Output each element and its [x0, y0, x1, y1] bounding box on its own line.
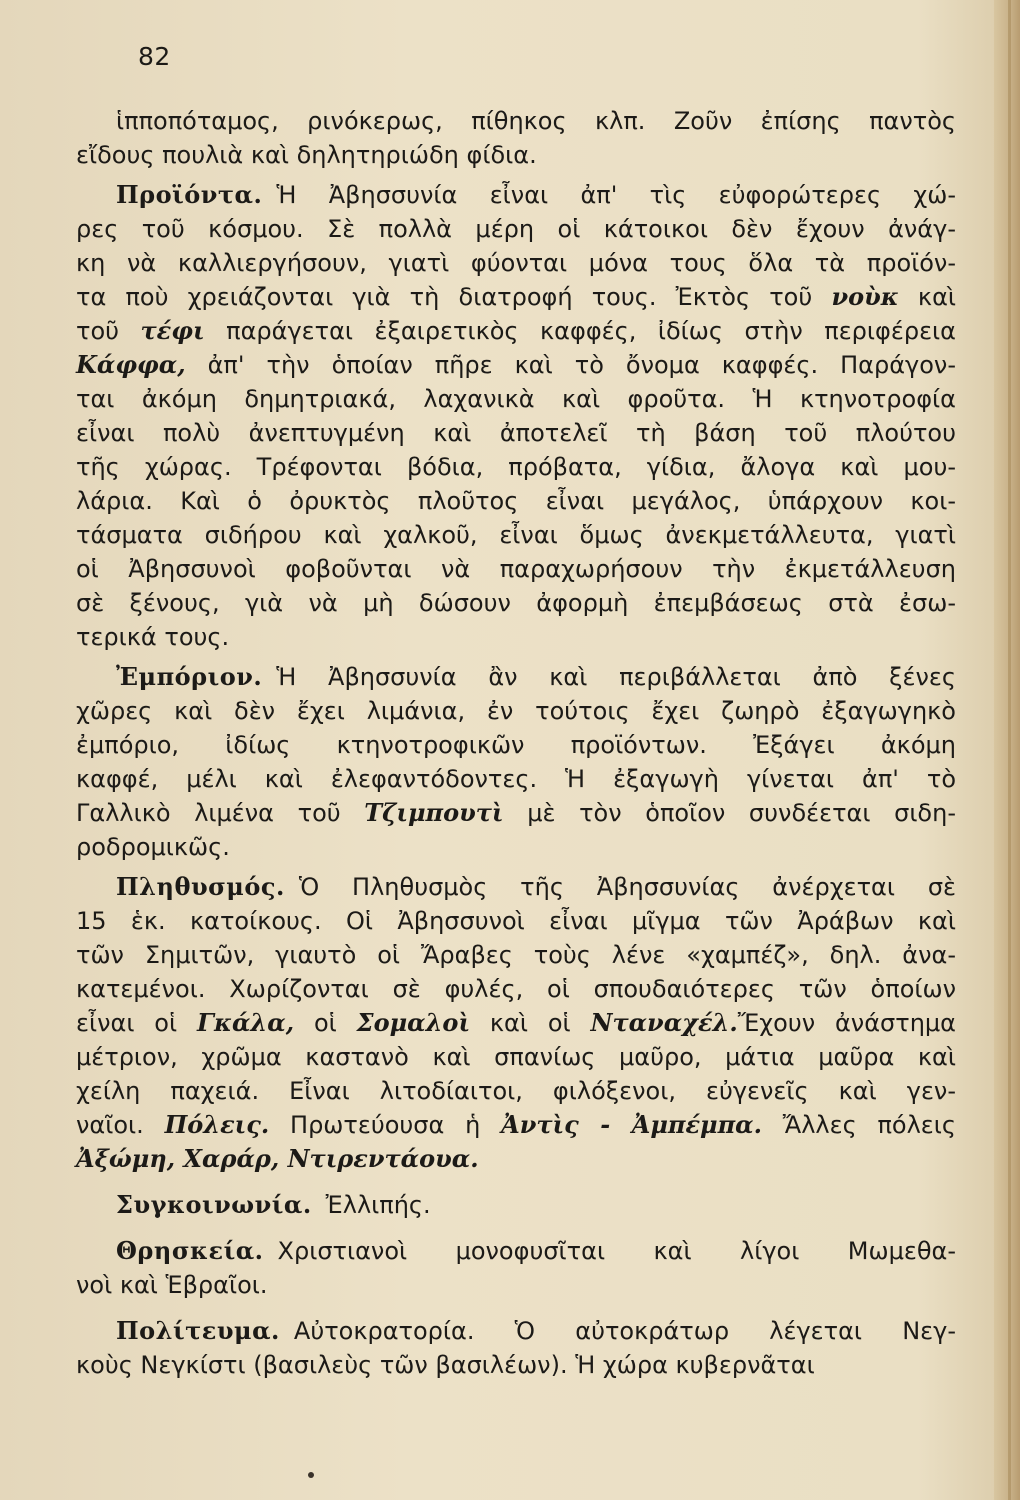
paragraph-gap — [76, 1222, 956, 1234]
paragraph — [76, 1188, 956, 1222]
text-run: ἀπ' τὴν ὁποίαν πῆρε καὶ τὸ ὄνομα καφφές. Παράγον- — [185, 351, 956, 379]
italic-run: Νταναχέλ. — [590, 1008, 738, 1037]
text-run: καφφέ, μέλι καὶ ἐλεφαντόδοντες. Ἡ ἐξαγωγὴ γίνεται ἀπ' τὸ — [76, 765, 956, 793]
line-text — [76, 416, 956, 450]
paragraph-gap — [76, 1382, 956, 1394]
line-text — [116, 104, 956, 138]
text-run: κη νὰ καλλιεργήσουν, γιατὶ φύονται μόνα τους ὅλα τὰ προϊόν- — [76, 249, 956, 277]
text-line — [76, 104, 956, 138]
text-run: ναῖοι. — [76, 1111, 165, 1139]
section-heading: Προϊόντα. — [116, 180, 263, 209]
italic-run: Γκάλα, — [196, 1008, 295, 1037]
paragraph-gap — [76, 1302, 956, 1314]
text-run: χῶρες καὶ δὲν ἔχει λιμάνια, ἐν τούτοις ἔχει ζωηρὸ ἐξαγωγηκὸ — [76, 697, 956, 725]
text-line — [76, 762, 956, 796]
line-text — [76, 450, 956, 484]
line-text — [76, 246, 956, 280]
text-run: εἴδους πουλιὰ καὶ δηλητηριώδη φίδια. — [76, 141, 537, 169]
line-text — [278, 1234, 956, 1268]
text-line — [76, 796, 956, 830]
text-line — [76, 972, 956, 1006]
paragraph — [76, 104, 956, 172]
text-line — [76, 1108, 956, 1142]
text-run: καὶ οἱ — [470, 1009, 591, 1037]
paragraph — [76, 660, 956, 864]
text-run: εἶναι οἱ — [76, 1009, 197, 1037]
text-line — [76, 552, 956, 586]
text-line — [76, 382, 956, 416]
line-text — [76, 1142, 479, 1176]
text-line — [76, 1348, 956, 1382]
text-line — [76, 416, 956, 450]
line-text — [76, 314, 956, 348]
text-run: τερικά τους. — [76, 623, 230, 651]
text-line — [76, 830, 956, 864]
italic-run: Τζιμπουτὶ — [364, 798, 504, 827]
text-line — [76, 1314, 956, 1348]
line-text — [76, 1348, 815, 1382]
text-line — [76, 314, 956, 348]
text-run: Ἄλλες πόλεις — [762, 1111, 956, 1139]
italic-run: Σομαλοὶ — [356, 1008, 471, 1037]
section-heading: Πληθυσμός. — [116, 872, 285, 901]
text-line — [76, 904, 956, 938]
line-text — [76, 518, 956, 552]
text-run: ἐμπόριο, ἰδίως κτηνοτροφικῶν προϊόντων. Ἐξάγει ἀκόμη — [76, 731, 956, 759]
text-run: σὲ ξένους, γιὰ νὰ μὴ δώσουν ἀφορμὴ ἐπεμβάσεως στὰ ἐσω- — [76, 589, 956, 617]
line-text — [76, 796, 956, 830]
text-line — [76, 138, 956, 172]
line-text — [76, 620, 229, 654]
line-text — [76, 972, 956, 1006]
line-text — [299, 870, 956, 904]
text-run: Ἡ Ἀβησσυνία εἶναι ἀπ' τὶς εὐφορώτερες χώ- — [276, 181, 956, 209]
italic-run: νοὺκ — [831, 282, 899, 311]
text-run: 15 ἑκ. κατοίκους. Οἱ Ἀβησσυνοὶ εἶναι μῖγμα τῶν Ἀράβων καὶ — [76, 907, 956, 935]
paragraph — [76, 178, 956, 654]
italic-run: Κάφφα, — [76, 350, 186, 379]
text-line — [76, 1142, 956, 1176]
line-text — [76, 280, 956, 314]
line-text — [76, 728, 956, 762]
italic-run: τέφι — [140, 316, 205, 345]
text-line — [76, 694, 956, 728]
text-line — [76, 280, 956, 314]
line-text — [76, 1108, 956, 1142]
text-line — [76, 518, 956, 552]
text-run: μὲ τὸν ὁποῖον συνδέεται σιδη- — [503, 799, 956, 827]
text-line — [76, 938, 956, 972]
text-run: οἱ Ἀβησσυνοὶ φοβοῦνται νὰ παραχωρήσουν τὴν ἐκμετάλλευση — [76, 555, 956, 583]
text-run: κοὺς Νεγκίστι (βασιλεὺς τῶν βασιλέων). Ἡ χώρα κυβερνᾶται — [76, 1351, 815, 1379]
text-run: κατεμένοι. Χωρίζονται σὲ φυλές, οἱ σπουδαιότερες τῶν ὁποίων — [76, 975, 956, 1003]
text-run: τῆς χώρας. Τρέφονται βόδια, πρόβατα, γίδια, ἄλογα καὶ μου- — [76, 453, 956, 481]
text-run: ρες τοῦ κόσμου. Σὲ πολλὰ μέρη οἱ κάτοικοι δὲν ἔχουν ἀνάγ- — [76, 215, 956, 243]
line-text — [76, 552, 956, 586]
line-text — [326, 1188, 431, 1222]
text-line — [76, 1074, 956, 1108]
line-text — [76, 212, 956, 246]
text-run: Γαλλικὸ λιμένα τοῦ — [76, 799, 365, 827]
text-run: τάσματα σιδήρου καὶ χαλκοῦ, εἶναι ὅμως ἀνεκμετάλλευτα, γιατὶ — [76, 521, 956, 549]
text-line — [76, 450, 956, 484]
text-run: καὶ — [898, 283, 957, 311]
section-heading: Ἐμπόριον. — [116, 662, 263, 691]
line-text — [76, 762, 956, 796]
ink-dot — [308, 1472, 314, 1478]
text-run: χείλη παχειά. Εἶναι λιτοδίαιτοι, φιλόξενοι, εὐγενεῖς καὶ γεν- — [76, 1077, 956, 1105]
text-run: τοῦ — [76, 317, 141, 345]
text-run: τα ποὺ χρειάζονται γιὰ τὴ διατροφή τους. Ἐκτὸς τοῦ — [76, 283, 832, 311]
line-text — [76, 938, 956, 972]
paragraph-gap — [76, 1176, 956, 1188]
text-line — [76, 1188, 956, 1222]
text-line — [76, 620, 956, 654]
text-line — [76, 728, 956, 762]
text-line — [76, 348, 956, 382]
line-text — [76, 1268, 268, 1302]
text-run: παράγεται ἐξαιρετικὸς καφφές, ἰδίως στὴν περιφέρεια — [204, 317, 956, 345]
text-line — [76, 246, 956, 280]
text-run: Ἐλλιπής. — [325, 1191, 431, 1219]
text-line — [76, 1268, 956, 1302]
text-line — [76, 660, 956, 694]
paragraph — [76, 1314, 956, 1382]
edge-stripe — [1008, 0, 1011, 1500]
line-text — [76, 586, 956, 620]
line-text — [294, 1314, 956, 1348]
section-heading: Πολίτευμα. — [116, 1316, 280, 1345]
text-run: λάρια. Καὶ ὁ ὀρυκτὸς πλοῦτος εἶναι μεγάλος, ὑπάρχουν κοι- — [76, 487, 956, 515]
text-run: Χριστιανοὶ μονοφυσῖται καὶ λίγοι Μωμεθα- — [277, 1237, 956, 1265]
line-text — [76, 348, 956, 382]
line-text — [76, 904, 956, 938]
line-text — [76, 694, 956, 728]
line-text — [76, 1074, 956, 1108]
text-line — [76, 484, 956, 518]
text-line — [76, 212, 956, 246]
text-line — [76, 1234, 956, 1268]
section-heading: Θρησκεία. — [116, 1236, 264, 1265]
text-run: ται ἀκόμη δημητριακά, λαχανικὰ καὶ φροῦτα. Ἡ κτηνοτροφία — [76, 385, 956, 413]
section-heading: Συγκοινωνία. — [116, 1190, 312, 1219]
text-run: Αὐτοκρατορία. Ὁ αὐτοκράτωρ λέγεται Νεγ- — [293, 1317, 956, 1345]
text-line — [76, 870, 956, 904]
italic-run: Πόλεις. — [164, 1110, 270, 1139]
paragraph — [76, 1234, 956, 1302]
line-text — [276, 178, 956, 212]
italic-run: Ἀξώμη, Χαράρ, Ντιρεντάουα. — [76, 1144, 479, 1173]
page-binding-edge — [994, 0, 1020, 1500]
text-run: ροδρομικῶς. — [76, 833, 230, 861]
line-text — [276, 660, 956, 694]
text-run: νοὶ καὶ Ἑβραῖοι. — [76, 1271, 268, 1299]
text-run: Ἡ Ἀβησσυνία ἂν καὶ περιβάλλεται ἀπὸ ξένες — [276, 663, 956, 691]
italic-run: Ἀντὶς - Ἀμπέμπα. — [501, 1110, 762, 1139]
text-line — [76, 178, 956, 212]
text-run: οἱ — [294, 1009, 357, 1037]
text-run: μέτριον, χρῶμα καστανὸ καὶ σπανίως μαῦρο, μάτια μαῦρα καὶ — [76, 1043, 956, 1071]
paragraph — [76, 870, 956, 1176]
text-run: τῶν Σημιτῶν, γιαυτὸ οἱ Ἄραβες τοὺς λένε «χαμπέζ», δηλ. ἀνα- — [76, 941, 956, 969]
text-run: Ἔχουν ἀνάστημα — [737, 1009, 956, 1037]
page-number: 82 — [138, 42, 171, 71]
text-run: Πρωτεύουσα ἡ — [269, 1111, 502, 1139]
text-run: εἶναι πολὺ ἀνεπτυγμένη καὶ ἀποτελεῖ τὴ βάση τοῦ πλούτου — [76, 419, 956, 447]
text-line — [76, 1006, 956, 1040]
line-text — [76, 1040, 956, 1074]
text-run: ἱπποπόταμος, ρινόκερως, πίθηκος κλπ. Ζοῦν ἐπίσης παντὸς — [116, 107, 956, 135]
line-text — [76, 484, 956, 518]
text-run: Ὁ Πληθυσμὸς τῆς Ἀβησσυνίας ἀνέρχεται σὲ — [298, 873, 956, 901]
line-text — [76, 382, 956, 416]
body-text — [76, 104, 956, 1394]
line-text — [76, 1006, 956, 1040]
line-text — [76, 138, 537, 172]
text-line — [76, 586, 956, 620]
text-line — [76, 1040, 956, 1074]
line-text — [76, 830, 230, 864]
